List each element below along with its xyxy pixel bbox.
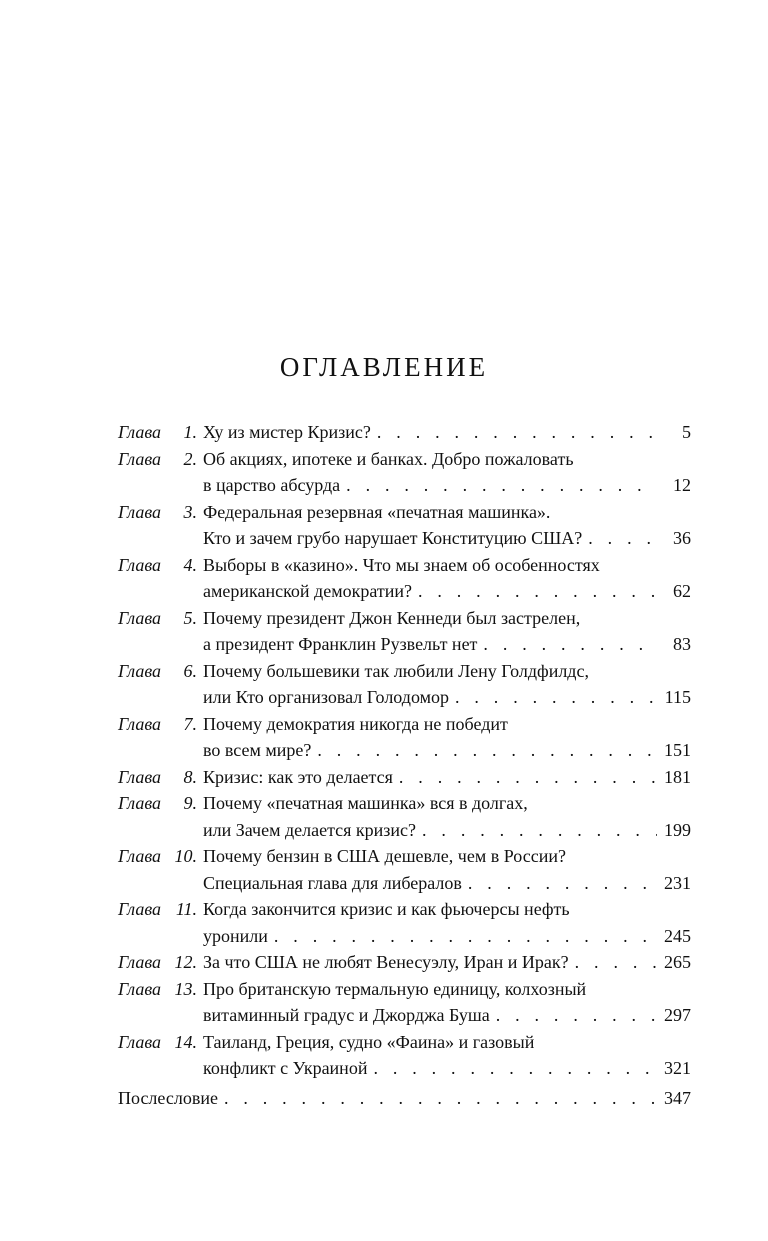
- chapter-title-line: во всем мире?: [203, 740, 312, 760]
- dot-leader: [418, 578, 657, 605]
- chapter-word: Глава: [118, 793, 162, 813]
- chapter-title-line: Почему президент Джон Кеннеди был застрелен,: [203, 607, 581, 628]
- dot-leader: [274, 923, 657, 950]
- chapter-title-line: Почему большевики так любили Лену Голдфилдс,: [203, 660, 589, 681]
- chapter-title-line: Федеральная резервная «печатная машинка».: [203, 501, 551, 522]
- toc-entry[interactable]: [118, 949, 691, 976]
- chapter-label: [118, 843, 203, 870]
- page-title: ОГЛАВЛЕНИЕ: [279, 352, 489, 382]
- chapter-number: 8.: [183, 766, 197, 787]
- chapter-title-line: витаминный градус и Джорджа Буша: [203, 1005, 490, 1025]
- page-number: 5: [682, 422, 691, 442]
- chapter-number: 1.: [183, 422, 197, 442]
- dot-leader: [377, 419, 657, 446]
- chapter-label: [118, 446, 203, 473]
- chapter-word: Глава: [118, 713, 162, 734]
- toc-entry[interactable]: [118, 1029, 691, 1082]
- page-number: 36: [673, 528, 691, 548]
- chapter-label: [118, 1029, 203, 1056]
- chapter-word: Глава: [118, 846, 162, 866]
- chapter-word: Глава: [118, 978, 162, 999]
- chapter-number: 9.: [183, 793, 197, 813]
- chapter-word: Глава: [118, 766, 162, 787]
- chapter-word: Глава: [118, 422, 162, 442]
- toc-entry-afterword[interactable]: [118, 1085, 691, 1112]
- chapter-label: [118, 552, 203, 579]
- chapter-title-line: Кто и зачем грубо нарушает Конституцию США?: [203, 528, 583, 548]
- page-number: 321: [664, 1058, 691, 1078]
- toc-entry[interactable]: [118, 896, 691, 949]
- chapter-label: [118, 976, 203, 1003]
- chapter-title-line: или Зачем делается кризис?: [203, 819, 417, 840]
- dot-leader: [575, 949, 657, 976]
- chapter-title-line: Про британскую термальную единицу, колхозный: [203, 978, 587, 999]
- chapter-number: 11.: [175, 899, 197, 919]
- toc-entry[interactable]: [118, 658, 691, 711]
- toc-entry[interactable]: [118, 790, 691, 843]
- chapter-label: [118, 711, 203, 738]
- chapter-title-line: а президент Франклин Рузвельт нет: [203, 634, 478, 654]
- chapter-label: [118, 790, 203, 817]
- dot-leader: [373, 1055, 657, 1082]
- page-number: 62: [673, 581, 691, 601]
- chapter-title-line: За что США не любят Венесуэлу, Иран и Ирак?: [203, 952, 569, 972]
- chapter-number: 14.: [174, 1031, 197, 1052]
- chapter-number: 3.: [183, 501, 197, 522]
- chapter-number: 5.: [183, 607, 197, 628]
- page-number: 181: [664, 766, 691, 787]
- chapter-number: 7.: [183, 713, 197, 734]
- chapter-number: 2.: [183, 448, 197, 469]
- chapter-word: Глава: [118, 607, 162, 628]
- chapter-title-line: Таиланд, Греция, судно «Фаина» и газовый: [203, 1031, 535, 1052]
- toc-entry[interactable]: [118, 764, 691, 791]
- page-number: 12: [673, 475, 691, 495]
- page-number: 231: [664, 872, 691, 893]
- toc-entry[interactable]: [118, 552, 691, 605]
- chapter-label: [118, 764, 203, 791]
- dot-leader: [422, 817, 657, 844]
- chapter-label: [118, 949, 203, 976]
- dot-leader: [346, 472, 657, 499]
- toc-entry[interactable]: [118, 605, 691, 658]
- page-number: 151: [664, 740, 691, 760]
- chapter-title-line: конфликт с Украиной: [203, 1058, 368, 1078]
- chapter-number: 10.: [174, 846, 197, 866]
- dot-leader: [455, 684, 657, 711]
- chapter-title-line: Почему демократия никогда не победит: [203, 713, 508, 734]
- chapter-word: Глава: [118, 660, 162, 681]
- dot-leader: [483, 631, 657, 658]
- page-number: 347: [664, 1087, 691, 1108]
- chapter-title-line: Почему бензин в США дешевле, чем в России?: [203, 846, 566, 866]
- chapter-title-line: Специальная глава для либералов: [203, 872, 462, 893]
- chapter-word: Глава: [118, 1031, 162, 1052]
- chapter-title-line: в царство абсурда: [203, 475, 341, 495]
- chapter-title-line: Кризис: как это делается: [203, 766, 393, 787]
- chapter-title-line: Почему «печатная машинка» вся в долгах,: [203, 793, 528, 813]
- dot-leader: [317, 737, 657, 764]
- toc-entry[interactable]: [118, 843, 691, 896]
- chapter-label: [118, 896, 203, 923]
- dot-leader: [399, 764, 657, 791]
- chapter-number: 6.: [183, 660, 197, 681]
- chapter-word: Глава: [118, 554, 162, 575]
- chapter-title-line: Об акциях, ипотеке и банках. Добро пожаловать: [203, 448, 574, 469]
- chapter-title-line: или Кто организовал Голодомор: [203, 687, 449, 707]
- page-number: 245: [664, 925, 691, 946]
- toc-entry[interactable]: [118, 711, 691, 764]
- page-number: 297: [664, 1005, 691, 1025]
- chapter-title-line: американской демократии?: [203, 581, 412, 601]
- page-number: 83: [673, 634, 691, 654]
- chapter-number: 13.: [174, 978, 197, 999]
- dot-leader: [588, 525, 657, 552]
- chapter-label: [118, 658, 203, 685]
- toc-entry[interactable]: [118, 446, 691, 499]
- afterword-title: Послесловие: [118, 1087, 218, 1108]
- toc-entry[interactable]: [118, 419, 691, 446]
- toc-entry[interactable]: [118, 976, 691, 1029]
- chapter-word: Глава: [118, 952, 162, 972]
- toc-entry[interactable]: [118, 499, 691, 552]
- chapter-title-line: Ху из мистер Кризис?: [203, 422, 371, 442]
- chapter-word: Глава: [118, 501, 162, 522]
- chapter-label: [118, 419, 203, 446]
- chapter-word: Глава: [118, 899, 162, 919]
- chapter-number: 12.: [174, 952, 197, 972]
- chapter-label: [118, 499, 203, 526]
- dot-leader: [224, 1085, 657, 1112]
- chapter-title-line: Когда закончится кризис и как фьючерсы нефть: [203, 899, 570, 919]
- page-number: 199: [664, 819, 691, 840]
- table-of-contents: [118, 419, 691, 1111]
- dot-leader: [496, 1002, 657, 1029]
- chapter-label: [118, 605, 203, 632]
- page-number: 115: [664, 687, 691, 707]
- chapter-title-line: Выборы в «казино». Что мы знаем об особенностях: [203, 554, 600, 575]
- chapter-word: Глава: [118, 448, 162, 469]
- dot-leader: [468, 870, 657, 897]
- page-number: 265: [664, 952, 691, 972]
- chapter-title-line: уронили: [203, 925, 268, 946]
- chapter-number: 4.: [183, 554, 197, 575]
